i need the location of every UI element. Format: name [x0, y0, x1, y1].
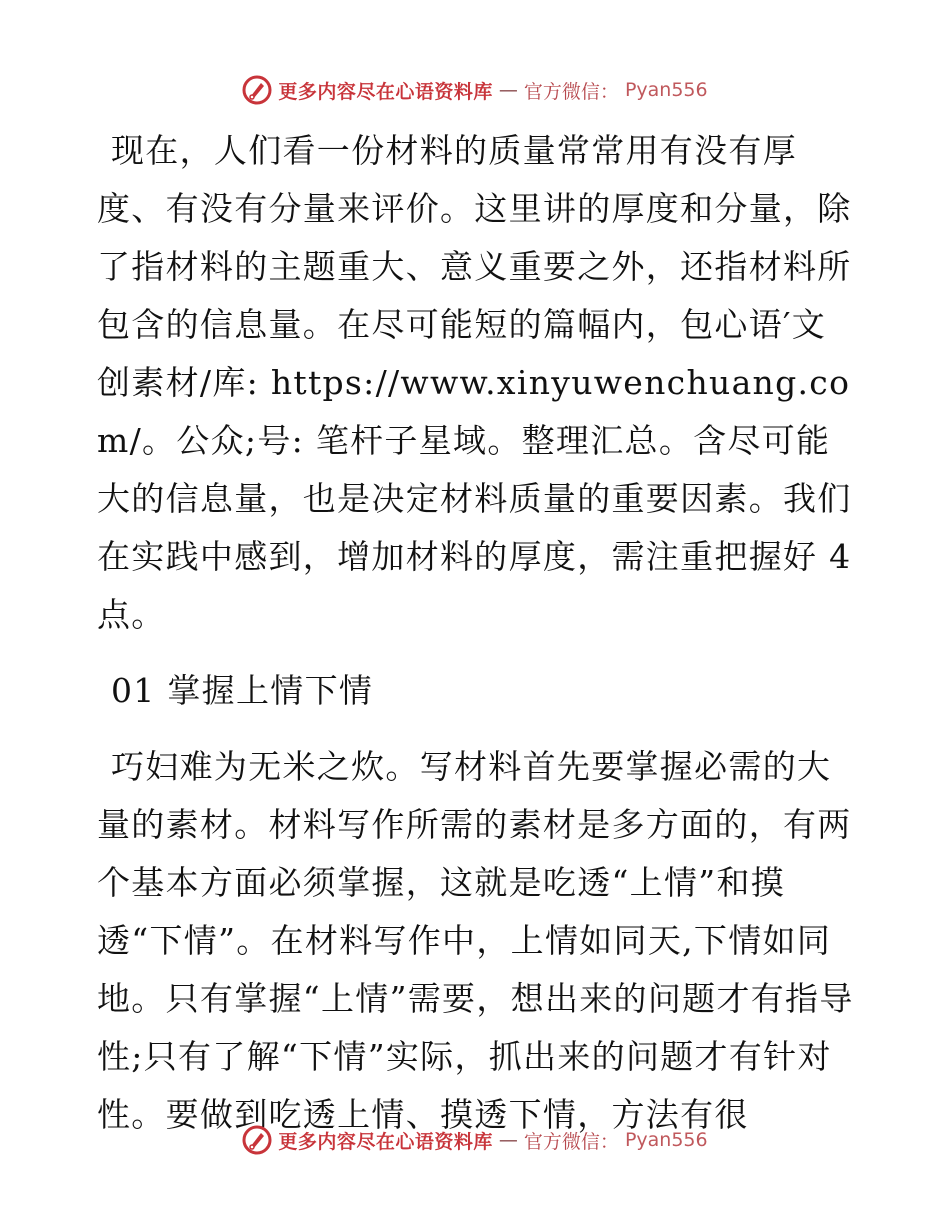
- paragraph-text: 现在，人们看一份材料的质量常常用有没有厚度、有没有分量来评价。这里讲的厚度和分量，除了指材料的主题重大、意义重要之外，还指材料所包含的信息量。在尽可能短的篇幅内，包心语′文创素材/库: https://www.xinyuwenchuang.com/。公众;号: 笔杆子星域。整理汇总。含尽可能大的信息量，也是决定材料质量的重要因素。我们在实践中感到，增加材料的厚度，需注重把握好 4 点。: [97, 131, 852, 634]
- pen-logo-icon: [242, 1125, 272, 1155]
- watermark-content: [242, 1125, 707, 1155]
- watermark-wechat-id: Pyan556: [624, 1129, 708, 1151]
- watermark-dash: —: [498, 1129, 518, 1151]
- watermark-wechat-label: 官方微信：: [523, 1130, 619, 1153]
- watermark-wechat-id: Pyan556: [624, 79, 708, 101]
- watermark-banner-bottom: [0, 1120, 950, 1160]
- pen-logo-icon: [242, 75, 272, 105]
- paragraph: [97, 122, 857, 644]
- watermark-dash: —: [498, 79, 518, 101]
- watermark-wechat-label: 官方微信：: [523, 80, 619, 103]
- watermark-main-text: 更多内容尽在心语资料库: [278, 80, 493, 103]
- section-heading-text: 01 掌握上情下情: [111, 671, 374, 710]
- document-body: [97, 122, 857, 1144]
- paragraph: [97, 738, 857, 1144]
- watermark-content: [242, 75, 707, 105]
- watermark-banner-top: [0, 70, 950, 110]
- watermark-main-text: 更多内容尽在心语资料库: [278, 1130, 493, 1153]
- section-heading: [97, 662, 857, 720]
- paragraph-text: 巧妇难为无米之炊。写材料首先要掌握必需的大量的素材。材料写作所需的素材是多方面的，有两个基本方面必须掌握，这就是吃透“上情”和摸透“下情”。在材料写作中，上情如同天,下情如同地。只有掌握“上情”需要，想出来的问题才有指导性;只有了解“下情”实际，抓出来的问题才有针对性。要做到吃透上情、摸透下情，方法有很: [97, 747, 854, 1134]
